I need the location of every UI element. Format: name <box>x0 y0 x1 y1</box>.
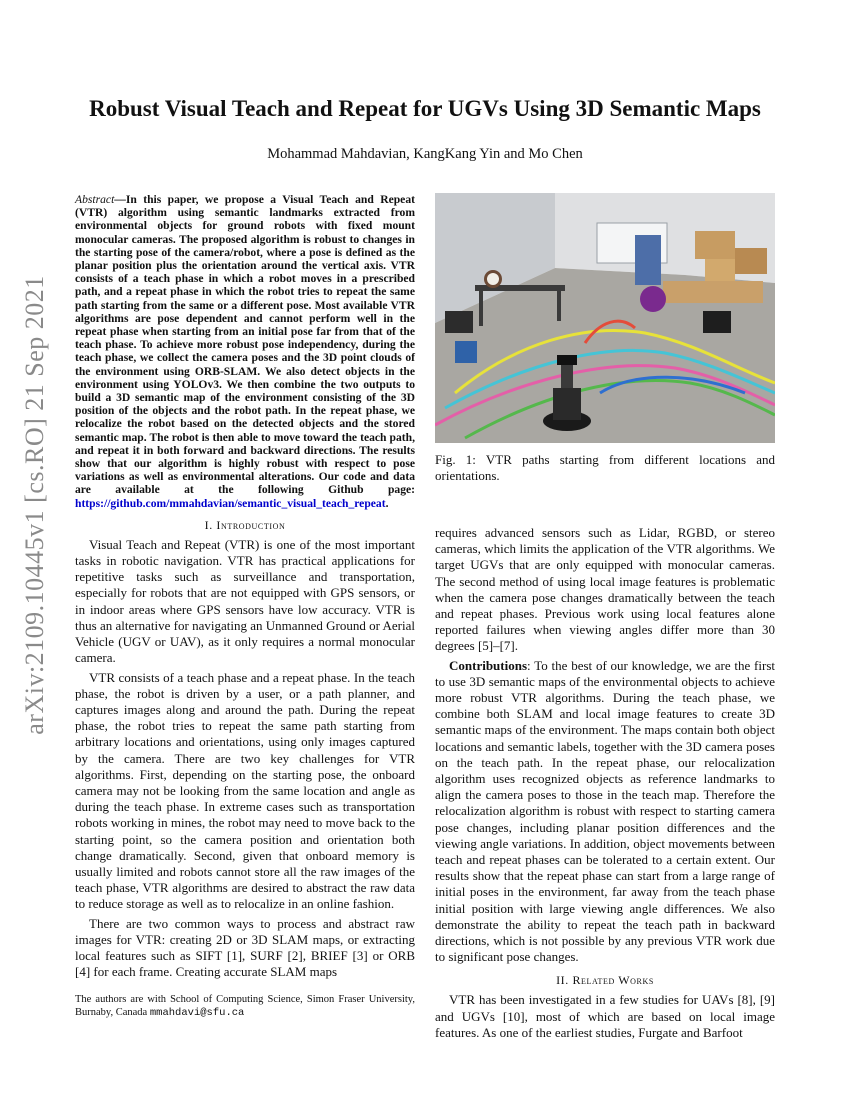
abstract-dash: — <box>114 193 126 206</box>
right-column <box>435 525 775 1041</box>
table-leg <box>479 291 483 326</box>
abstract-text: In this paper, we propose a Visual Teach and Repeat (VTR) algorithm using semantic landmarks extracted from environmental objects for ground robots with fixed mount monocular cameras. The proposed algorithm is robust to changes in the starting pose of the camera/robot, where a pose is defined as the planar position plus the orientation around the vertical axis. VTR consists of a teach phase in which a robot moves in a prescribed path, and a repeat phase in which the robot tries to repeat the same path starting from the same or a different pose. Most available VTR algorithms are pose dependent and cannot perform well in the repeat phase when starting from an initial pose far from that of the teach phase. To achieve more robust pose independency, during the teach phase, we collect the camera poses and the 3D point clouds of the environment using ORB-SLAM. We also detect objects in the environment using YOLOv3. We then combine the two outputs to build a 3D semantic map of the environment consisting of the 3D position of the objects and the robot path. In the repeat phase, we relocalize the robot based on the detected objects and the stored semantic map. The robot is then able to move toward the teach path, and repeat it in both forward and backward directions. The results show that our algorithm is highly robust with respect to pose variations as well as environmental alterations. Our code and data are available at the following Github page: <box>75 193 415 497</box>
abstract-label: Abstract <box>75 193 115 206</box>
robot-lab-photo <box>435 193 775 443</box>
blue-shelf <box>635 235 661 285</box>
robot-body <box>553 388 581 420</box>
intro-paragraph: There are two common ways to process and abstract raw images for VTR: creating 2D or 3D SLAM maps, or extracting local features such as SIFT [1], SURF [2], BRIEF [3] or ORB [4] for each frame. Creating accurate SLAM maps <box>75 915 415 980</box>
related-works-paragraph: VTR has been investigated in a few studies for UAVs [8], [9] and UGVs [10], most of which are based on local image features. As one of the earliest studies, Furgate and Barfoot <box>435 992 775 1040</box>
abstract <box>75 193 415 510</box>
author-email: mmahdavi@sfu.ca <box>149 1006 245 1019</box>
section-heading-introduction: I. Introduction <box>204 517 286 532</box>
cardboard-box <box>735 248 767 274</box>
robot-mast <box>561 363 573 388</box>
left-column <box>75 193 415 980</box>
clock-face <box>487 273 499 285</box>
figure-1-photo <box>435 193 775 443</box>
purple-ball <box>640 286 666 312</box>
cardboard-box <box>695 231 735 259</box>
author-affiliation-footnote <box>75 994 415 1019</box>
intro-paragraph: Visual Teach and Repeat (VTR) is one of the most important tasks in robotic navigation. VTR has practical applications for repetitive tasks such as surveillance and transportation, especially for robots that are not equipped with GPS sensors, or in indoor areas where GPS sensors have low accuracy. VTR is thus an alternative for navigating an Unmanned Ground or Aerial Vehicle (UGV or UAV), as it only requires a normal monocular camera. <box>75 536 415 666</box>
body-paragraph: requires advanced sensors such as Lidar, RGBD, or stereo cameras, which limits the application of the VTR algorithms. We target UGVs that are only equipped with monocular cameras. The second method of using local image features is problematic when the camera pose changes dramatically between the teach and repeat phases. Previous work using local features alone reported failures when viewing angles differ more than 30 degrees [5]–[7]. <box>435 525 775 654</box>
footnote-text: The authors are with School of Computing Science, Simon Fraser University, Burnaby, Canada <box>75 994 415 1018</box>
recycle-bin <box>455 341 477 363</box>
cardboard-box <box>705 259 735 281</box>
table-leg <box>557 291 561 321</box>
arxiv-identifier-text: arXiv:2109.10445v1 [cs.RO] 21 Sep 2021 <box>20 275 50 735</box>
figure-1-caption: Fig. 1: VTR paths starting from different locations and orientations. <box>435 452 775 483</box>
intro-paragraph: VTR consists of a teach phase and a repeat phase. In the teach phase, the robot is driven by a user, or a path planner, and captures images along and around the path. During the repeat phase, the robot tries to repeat the same path starting from arbitrary locations and orientations, using only images captured by the camera. There are two key challenges for VTR algorithms. First, depending on the starting pose, the onboard camera may not be looking from the same location and angle as during the teach phase. In extreme cases such as transportation robots working in mines, the robot may need to move back to the starting point, so the camera position and orientation both change dramatically. Second, given that onboard memory is usually limited and robots cannot store all the raw images of the teach phase, VTR algorithms are desired to abstract the raw data to reduce storage as well as to relocalize in an online fashion. <box>75 669 415 912</box>
paper-title: Robust Visual Teach and Repeat for UGVs Using 3D Semantic Maps <box>89 96 761 121</box>
low-platform <box>663 281 763 303</box>
contributions-paragraph <box>435 658 775 966</box>
chair <box>445 311 473 333</box>
robot-camera <box>557 355 577 365</box>
contributions-text: : To the best of our knowledge, we are the first to use 3D semantic maps of the environmental objects to achieve more robust VTR algorithms. During the teach phase, we combine both SLAM and local image features to create 3D semantic maps of the environment. The maps contain both object locations and semantic labels, together with the 3D camera poses on the teach path. In the repeat phase, our relocalization algorithm uses recognized objects as reference landmarks to align the camera poses to those in the teach map. Therefore the relocalization algorithm is robust with respect to starting camera pose changes, including planar position differences and the viewing angle variations. In addition, object movements between teach and repeat phases can be tolerated to a certain extent. Our results show that the repeat phase can start from a large range of initial poses in the environment, far away from the teach phase initial position with large viewing angle differences. We also demonstrate the ability to repeat the teach path in backward directions, which is not possible by any previous VTR work due to significant pose changes. <box>435 657 775 965</box>
arxiv-identifier <box>10 275 60 735</box>
abstract-end: . <box>385 496 389 510</box>
black-box <box>703 311 731 333</box>
section-heading-related-works: II. Related Works <box>556 973 654 988</box>
author-list: Mohammad Mahdavian, KangKang Yin and Mo Chen <box>267 146 583 162</box>
contributions-label: Contributions <box>449 657 528 673</box>
github-link[interactable]: https://github.com/mmahdavian/semantic_visual_teach_repeat <box>75 496 386 510</box>
